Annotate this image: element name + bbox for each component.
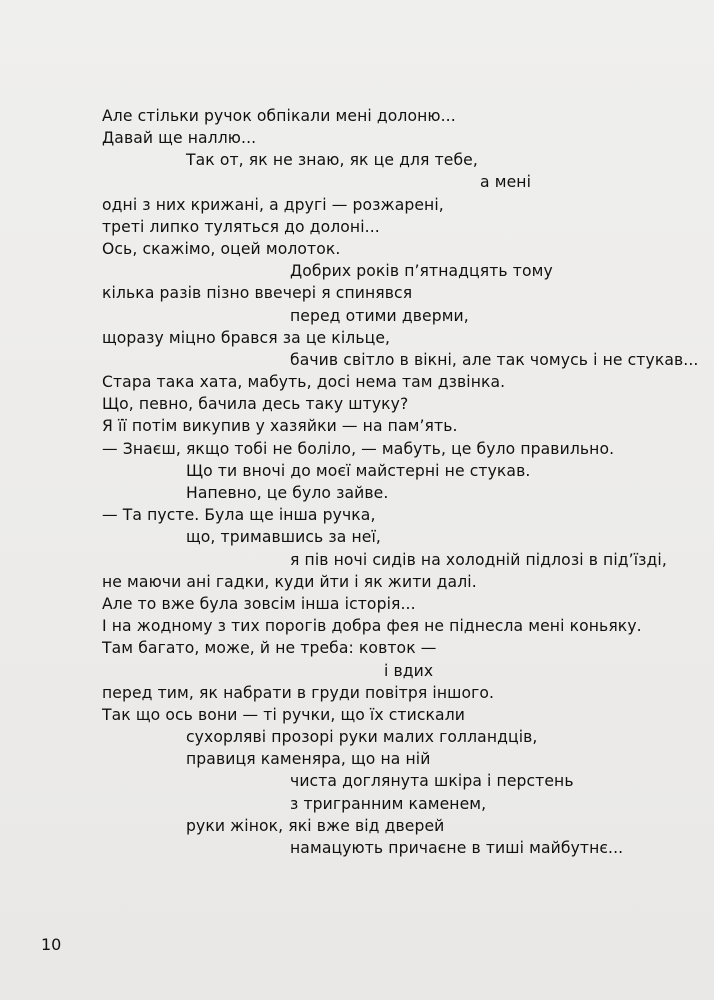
poem-line: Стара така хата, мабуть, досі нема там дзвінка. bbox=[102, 373, 506, 391]
poem-line: Давай ще наллю... bbox=[102, 129, 257, 147]
poem-line: — Знаєш, якщо тобі не боліло, — мабуть, це було правильно. bbox=[102, 440, 615, 458]
poem-line: чиста доглянута шкіра і перстень bbox=[290, 772, 574, 790]
poem-line: перед отими дверми, bbox=[290, 307, 469, 325]
poem-line: Напевно, це було зайве. bbox=[186, 484, 389, 502]
poem-line: з тригранним каменем, bbox=[290, 795, 487, 813]
poem-line: Я її потім викупив у хазяйки — на пам’ять. bbox=[102, 417, 458, 435]
poem-line: намацують причаєне в тиші майбутнє... bbox=[290, 839, 624, 857]
poem-line: Там багато, може, й не треба: ковток — bbox=[102, 639, 437, 657]
poem-line: щоразу міцно брався за це кільце, bbox=[102, 329, 391, 347]
page-number: 10 bbox=[41, 935, 62, 954]
poem-line: Але стільки ручок обпікали мені долоню... bbox=[102, 107, 456, 125]
poem-line: правиця каменяра, що на ній bbox=[186, 750, 431, 768]
poem-line: руки жінок, які вже від дверей bbox=[186, 817, 445, 835]
poem-line: треті липко туляться до долоні... bbox=[102, 218, 380, 236]
poem-line: Ось, скажімо, оцей молоток. bbox=[102, 240, 341, 258]
poem-line: одні з них крижані, а другі — розжарені, bbox=[102, 196, 444, 214]
poem-line: я пів ночі сидів на холодній підлозі в під’їзді, bbox=[290, 551, 667, 569]
poem-line: Так що ось вони — ті ручки, що їх стискали bbox=[102, 706, 465, 724]
poem-line: Добрих років п’ятнадцять тому bbox=[290, 262, 553, 280]
poem-line: Що ти вночі до моєї майстерні не стукав. bbox=[186, 462, 531, 480]
poem-line: Що, певно, бачила десь таку штуку? bbox=[102, 395, 409, 413]
poem-line: Але то вже була зовсім інша історія... bbox=[102, 595, 416, 613]
poem-line: не маючи ані гадки, куди йти і як жити далі. bbox=[102, 573, 477, 591]
poem-line: що, тримавшись за неї, bbox=[186, 528, 381, 546]
poem-line: Так от, як не знаю, як це для тебе, bbox=[186, 151, 478, 169]
poem-line: кілька разів пізно ввечері я спинявся bbox=[102, 284, 413, 302]
poem-line: сухорляві прозорі руки малих голландців, bbox=[186, 728, 538, 746]
poem-line: — Та пусте. Була ще інша ручка, bbox=[102, 506, 376, 524]
poem-line: бачив світло в вікні, але так чомусь і не стукав... bbox=[290, 351, 699, 369]
poem-line: І на жодному з тих порогів добра фея не піднесла мені коньяку. bbox=[102, 617, 642, 635]
poem-line: перед тим, як набрати в груди повітря іншого. bbox=[102, 684, 495, 702]
poem-line: і вдих bbox=[384, 662, 434, 680]
poem-line: а мені bbox=[480, 173, 531, 191]
